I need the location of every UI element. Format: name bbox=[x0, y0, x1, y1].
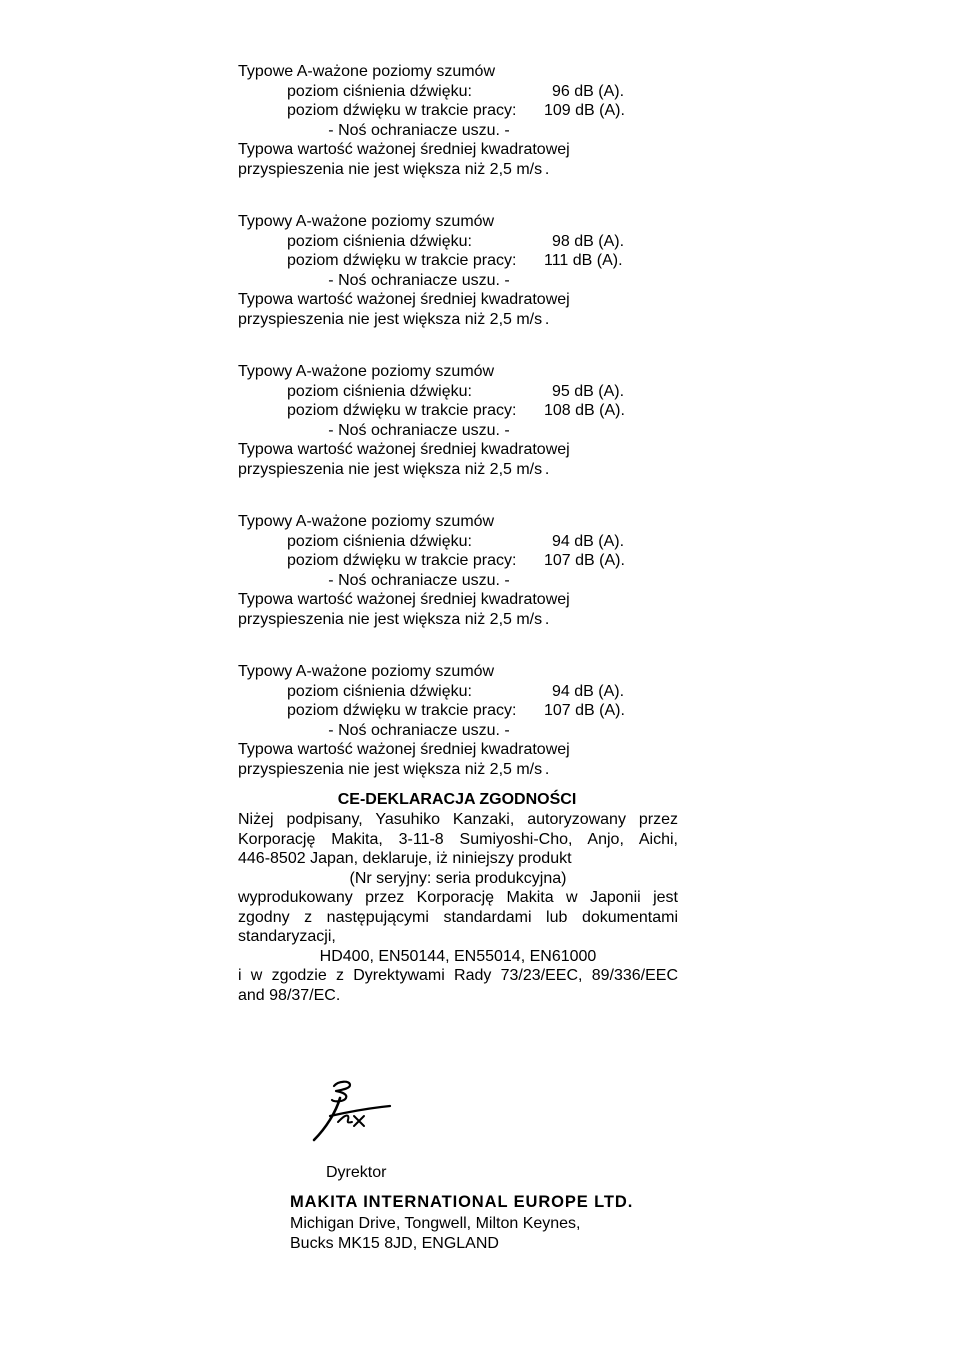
ce-para3-line2: and 98/37/EC. bbox=[238, 986, 341, 1004]
ear-notice: - Noś ochraniacze uszu. - bbox=[328, 121, 510, 139]
power-value: 111 dB (A). bbox=[544, 252, 623, 269]
power-value: 107 dB (A). bbox=[544, 702, 625, 719]
power-row bbox=[238, 551, 678, 571]
power-value: 107 dB (A). bbox=[544, 552, 625, 569]
pressure-label: poziom ciśnienia dźwięku: bbox=[287, 682, 472, 700]
noise-block-5 bbox=[238, 662, 678, 779]
vibration-period: . bbox=[544, 460, 550, 478]
company-name: MAKITA INTERNATIONAL EUROPE LTD. bbox=[290, 1193, 634, 1211]
address-line-2: Bucks MK15 8JD, ENGLAND bbox=[290, 1234, 499, 1252]
noise-block-4 bbox=[238, 512, 678, 629]
vibration-line-2 bbox=[238, 460, 678, 480]
pressure-label: poziom ciśnienia dźwięku: bbox=[287, 532, 472, 550]
pressure-label: poziom ciśnienia dźwięku: bbox=[287, 382, 472, 400]
ce-standards: HD400, EN50144, EN55014, EN61000 bbox=[319, 947, 597, 965]
power-label: poziom dźwięku w trakcie pracy: bbox=[287, 252, 517, 269]
pressure-label: poziom ciśnienia dźwięku: bbox=[287, 82, 472, 100]
vibration-line-2 bbox=[238, 160, 678, 180]
ear-notice: - Noś ochraniacze uszu. - bbox=[328, 421, 510, 439]
vibration-line-1: Typowa wartość ważonej średniej kwadratowej bbox=[238, 141, 570, 158]
power-label: poziom dźwięku w trakcie pracy: bbox=[287, 702, 517, 719]
vibration-period: . bbox=[544, 610, 550, 628]
power-value: 109 dB (A). bbox=[544, 102, 625, 119]
noise-heading: Typowy A-ważone poziomy szumów bbox=[238, 663, 495, 680]
company-address bbox=[290, 1214, 581, 1253]
power-row bbox=[238, 101, 678, 121]
ce-declaration bbox=[238, 790, 678, 1005]
pressure-value: 94 dB (A). bbox=[552, 532, 625, 550]
vibration-line-1: Typowa wartość ważonej średniej kwadratowej bbox=[238, 591, 570, 608]
pressure-row bbox=[238, 232, 678, 252]
power-row bbox=[238, 401, 678, 421]
vibration-text: przyspieszenia nie jest większa niż 2,5 m/s bbox=[238, 310, 543, 328]
address-line-1: Michigan Drive, Tongwell, Milton Keynes, bbox=[290, 1215, 581, 1232]
pressure-row bbox=[238, 532, 678, 552]
ear-notice: - Noś ochraniacze uszu. - bbox=[328, 571, 510, 589]
vibration-line-2 bbox=[238, 610, 678, 630]
ce-para2-line2: zgodny z następującymi standardami lub dokumentami bbox=[238, 908, 678, 926]
pressure-row bbox=[238, 682, 678, 702]
noise-heading: Typowy A-ważone poziomy szumów bbox=[238, 213, 495, 230]
noise-block-2 bbox=[238, 212, 678, 329]
ce-para1-line3: 446-8502 Japan, deklaruje, iż niniejszy produkt bbox=[238, 850, 572, 867]
vibration-text: przyspieszenia nie jest większa niż 2,5 m/s bbox=[238, 610, 543, 628]
ce-para1-line1: Niżej podpisany, Yasuhiko Kanzaki, autoryzowany przez bbox=[238, 811, 678, 828]
ce-serial: (Nr seryjny: seria produkcyjna) bbox=[349, 869, 567, 887]
noise-heading: Typowy A-ważone poziomy szumów bbox=[238, 513, 495, 530]
power-row bbox=[238, 251, 678, 271]
signature-image bbox=[308, 1078, 394, 1144]
vibration-line-1: Typowa wartość ważonej średniej kwadratowej bbox=[238, 441, 570, 458]
vibration-period: . bbox=[544, 160, 550, 178]
pressure-row bbox=[238, 382, 678, 402]
ear-notice: - Noś ochraniacze uszu. - bbox=[328, 721, 510, 739]
pressure-value: 95 dB (A). bbox=[552, 382, 625, 400]
pressure-value: 94 dB (A). bbox=[552, 682, 625, 700]
power-row bbox=[238, 701, 678, 721]
ce-para1-line2: Korporację Makita, 3-11-8 Sumiyoshi-Cho, Anjo, Aichi, bbox=[238, 830, 678, 848]
vibration-text: przyspieszenia nie jest większa niż 2,5 m/s bbox=[238, 760, 543, 778]
pressure-label: poziom ciśnienia dźwięku: bbox=[287, 232, 472, 250]
ce-title: CE-DEKLARACJA ZGODNOŚCI bbox=[337, 791, 577, 808]
vibration-line-1: Typowa wartość ważonej średniej kwadratowej bbox=[238, 291, 570, 308]
vibration-period: . bbox=[544, 760, 550, 778]
vibration-period: . bbox=[544, 310, 550, 328]
power-label: poziom dźwięku w trakcie pracy: bbox=[287, 552, 517, 569]
vibration-line-1: Typowa wartość ważonej średniej kwadratowej bbox=[238, 741, 570, 758]
vibration-line-2 bbox=[238, 310, 678, 330]
vibration-text: przyspieszenia nie jest większa niż 2,5 m/s bbox=[238, 160, 543, 178]
vibration-line-2 bbox=[238, 760, 678, 780]
power-label: poziom dźwięku w trakcie pracy: bbox=[287, 402, 517, 419]
noise-heading: Typowe A-ważone poziomy szumów bbox=[238, 63, 495, 80]
pressure-value: 96 dB (A). bbox=[552, 82, 625, 100]
ce-para2-line3: standaryzacji, bbox=[238, 928, 336, 945]
pressure-row bbox=[238, 82, 678, 102]
director-label: Dyrektor bbox=[326, 1164, 387, 1181]
noise-block-1 bbox=[238, 62, 678, 179]
noise-heading: Typowy A-ważone poziomy szumów bbox=[238, 363, 495, 380]
vibration-text: przyspieszenia nie jest większa niż 2,5 m/s bbox=[238, 460, 543, 478]
ear-notice: - Noś ochraniacze uszu. - bbox=[328, 271, 510, 289]
noise-block-3 bbox=[238, 362, 678, 479]
power-value: 108 dB (A). bbox=[544, 402, 625, 419]
pressure-value: 98 dB (A). bbox=[552, 232, 625, 250]
ce-para2-line1: wyprodukowany przez Korporację Makita w Japonii jest bbox=[238, 889, 678, 906]
power-label: poziom dźwięku w trakcie pracy: bbox=[287, 102, 517, 119]
ce-para3-line1: i w zgodzie z Dyrektywami Rady 73/23/EEC, 89/336/EEC bbox=[238, 967, 678, 984]
